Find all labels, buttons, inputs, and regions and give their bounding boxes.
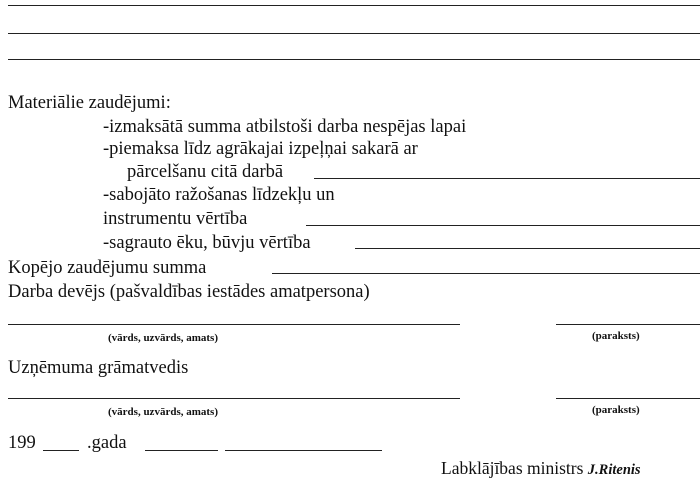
loss-item-supplement: -piemaksa līdz agrākajai izpeļņai sakarā ar [103,139,418,159]
employer-signature-caption: (paraksts) [592,330,640,342]
employer-label: Darba devējs (pašvaldības iestādes amatpersona) [8,282,370,302]
employer-name-caption: (vārds, uzvārds, amats) [108,332,218,344]
loss-item-damaged-means: -sabojāto ražošanas līdzekļu un [103,185,335,205]
date-year-prefix: 199 [8,433,36,453]
blank-line [8,59,700,60]
blank-line [8,5,700,6]
fill-line-transfer [314,178,700,179]
minister-title: Labklājības ministrs [441,458,584,478]
loss-item-transfer: pārcelšanu citā darbā [127,162,284,182]
date-gada-label: .gada [87,433,127,453]
accountant-signature-caption: (paraksts) [592,404,640,416]
employer-name-line [8,324,460,325]
fill-line-buildings [355,248,700,249]
accountant-name-caption: (vārds, uzvārds, amats) [108,406,218,418]
loss-item-buildings: -sagrauto ēku, būvju vērtība [103,233,311,253]
minister-signature [441,458,641,480]
losses-heading: Materiālie zaudējumi: [8,93,171,113]
year-fill-line [43,450,79,451]
accountant-name-line [8,398,460,399]
day-fill-line [145,450,218,451]
fill-line-total [272,273,700,274]
accountant-label: Uzņēmuma grāmatvedis [8,358,189,378]
loss-item-instruments: instrumentu vērtība [103,209,248,229]
fill-line-instruments [306,225,700,226]
accountant-signature-line [556,398,700,399]
blank-line [8,33,700,34]
month-fill-line [225,450,382,451]
total-label: Kopējo zaudējumu summa [8,258,207,278]
minister-name: J.Ritenis [587,462,641,478]
loss-item-sick-leave: -izmaksātā summa atbilstoši darba nespējas lapai [103,117,467,137]
employer-signature-line [556,324,700,325]
